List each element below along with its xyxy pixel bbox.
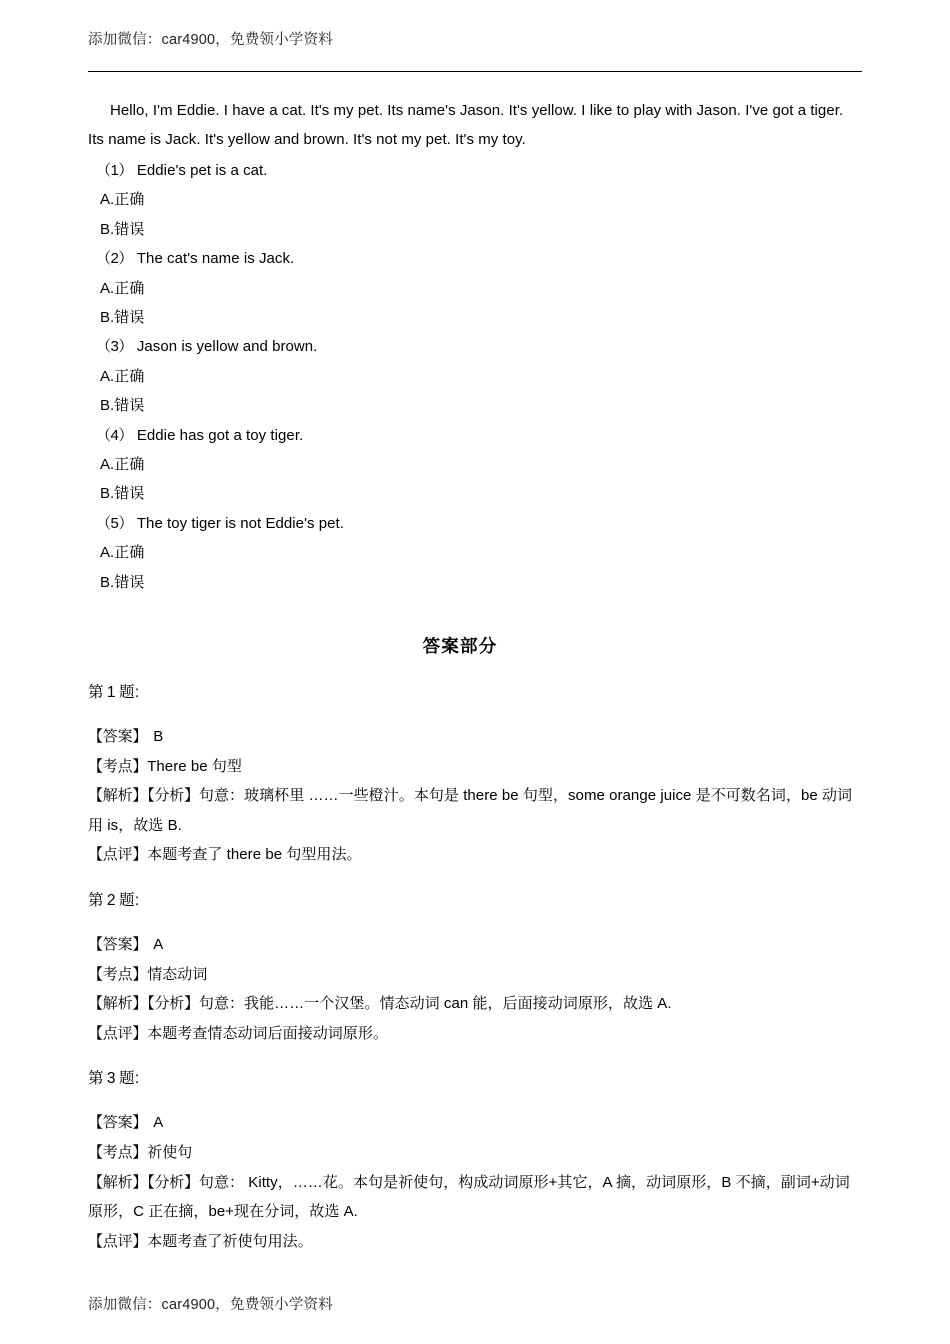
question-text: Eddie's pet is a cat.: [136, 162, 268, 179]
answer-heading-suffix: 题:: [118, 892, 140, 910]
answer-value-line: [88, 1108, 862, 1138]
answer-label: 【答案】: [88, 728, 148, 746]
comment-value: 本题考查了 there be 句型用法。: [147, 846, 362, 864]
question-item: [88, 332, 862, 420]
question-stem: [88, 509, 862, 538]
question-option[interactable]: A.正确: [100, 544, 145, 562]
point-label: 【考点】: [88, 757, 148, 775]
analysis-label: 【解析】【分析】: [88, 995, 199, 1013]
question-item: [88, 509, 862, 597]
question-option[interactable]: A.正确: [100, 191, 145, 209]
question-text: Eddie has got a toy tiger.: [136, 426, 304, 444]
question-list: [88, 156, 862, 597]
question-text: Jason is yellow and brown.: [136, 338, 318, 356]
question-option[interactable]: B.错误: [100, 220, 145, 238]
question-text: The cat's name is Jack.: [136, 250, 295, 268]
answer-heading: [88, 1064, 862, 1094]
question-number: （2）: [96, 250, 133, 268]
answer-heading-suffix: 题:: [118, 684, 140, 702]
point-label: 【考点】: [88, 965, 148, 983]
answer-heading-number: 1: [106, 684, 116, 702]
analysis-label: 【解析】【分析】: [88, 787, 199, 805]
question-stem: [88, 244, 862, 273]
question-option[interactable]: B.错误: [100, 485, 145, 503]
answer-heading-number: 2: [106, 892, 116, 910]
answer-point-line: [88, 752, 862, 782]
comment-label: 【点评】: [88, 1024, 148, 1042]
question-number: （1）: [96, 162, 133, 179]
answer-heading: [88, 886, 862, 916]
question-option[interactable]: A.正确: [100, 456, 145, 474]
document-content: [88, 96, 862, 1256]
answer-heading-suffix: 题:: [118, 1070, 140, 1088]
question-stem: [88, 332, 862, 361]
question-stem: [88, 156, 862, 185]
answer-comment-line: [88, 840, 862, 870]
point-value: 祈使句: [147, 1144, 193, 1162]
comment-value: 本题考查了祈使句用法。: [147, 1232, 313, 1250]
question-number: （4）: [96, 426, 133, 444]
answer-analysis-line: [88, 781, 862, 840]
answer-comment-line: [88, 1227, 862, 1257]
answer-comment-line: [88, 1019, 862, 1049]
question-option[interactable]: A.正确: [100, 279, 145, 297]
comment-label: 【点评】: [88, 1232, 148, 1250]
point-value: 情态动词: [147, 965, 208, 983]
answer-heading-number: 3: [106, 1070, 116, 1088]
comment-value: 本题考查情态动词后面接动词原形。: [147, 1024, 389, 1042]
answer-heading-prefix: 第: [88, 684, 104, 702]
answers-list: [88, 678, 862, 1256]
answer-block: [88, 886, 862, 1048]
question-item: [88, 421, 862, 509]
answer-point-line: [88, 1138, 862, 1168]
question-stem: [88, 421, 862, 450]
running-footer: 添加微信：car4900，免费领小学资料: [88, 1297, 333, 1313]
analysis-value: 句意： Kitty，……花。本句是祈使句，构成动词原形+其它，A 摘，动词原形，B 不摘，副词+动词原形，C 正在摘，be+现在分词，故选 A.: [88, 1173, 850, 1221]
question-number: （3）: [96, 338, 133, 356]
question-option[interactable]: B.错误: [100, 573, 145, 591]
question-option[interactable]: B.错误: [100, 309, 145, 327]
question-item: [88, 156, 862, 244]
answer-label: 【答案】: [88, 1114, 148, 1132]
running-header: 添加微信：car4900，免费领小学资料: [88, 32, 333, 48]
answer-heading-prefix: 第: [88, 1070, 104, 1088]
question-item: [88, 244, 862, 332]
header-divider: [88, 71, 862, 72]
answer-label: 【答案】: [88, 936, 148, 954]
analysis-label: 【解析】【分析】: [88, 1173, 199, 1191]
answer-heading: [88, 678, 862, 708]
point-label: 【考点】: [88, 1144, 148, 1162]
answer-point-line: [88, 960, 862, 990]
question-number: （5）: [96, 514, 133, 532]
answer-value: A: [153, 936, 164, 954]
answer-value-line: [88, 930, 862, 960]
answer-block: [88, 678, 862, 870]
answer-analysis-line: [88, 1168, 862, 1227]
reading-passage: Hello, I'm Eddie. I have a cat. It's my pet. Its name's Jason. It's yellow. I like to play with Jason. I've got a tiger. Its name is Jack. It's yellow and brown. It's not my pet. It's my toy.: [88, 102, 844, 148]
point-value: There be 句型: [147, 757, 242, 775]
answer-analysis-line: [88, 989, 862, 1019]
question-text: The toy tiger is not Eddie's pet.: [136, 514, 344, 532]
answers-section-title: 答案部分: [422, 637, 498, 658]
analysis-value: 句意：玻璃杯里 ……一些橙汁。本句是 there be 句型，some orange juice 是不可数名词，be 动词用 is，故选 B.: [88, 787, 853, 834]
question-option[interactable]: A.正确: [100, 367, 145, 385]
answer-value: A: [153, 1114, 164, 1132]
comment-label: 【点评】: [88, 846, 148, 864]
answer-value: B: [153, 728, 164, 746]
answer-heading-prefix: 第: [88, 892, 104, 910]
answer-value-line: [88, 722, 862, 752]
question-option[interactable]: B.错误: [100, 397, 145, 415]
analysis-value: 句意：我能……一个汉堡。情态动词 can 能，后面接动词原形，故选 A.: [198, 995, 672, 1013]
answer-block: [88, 1064, 862, 1256]
